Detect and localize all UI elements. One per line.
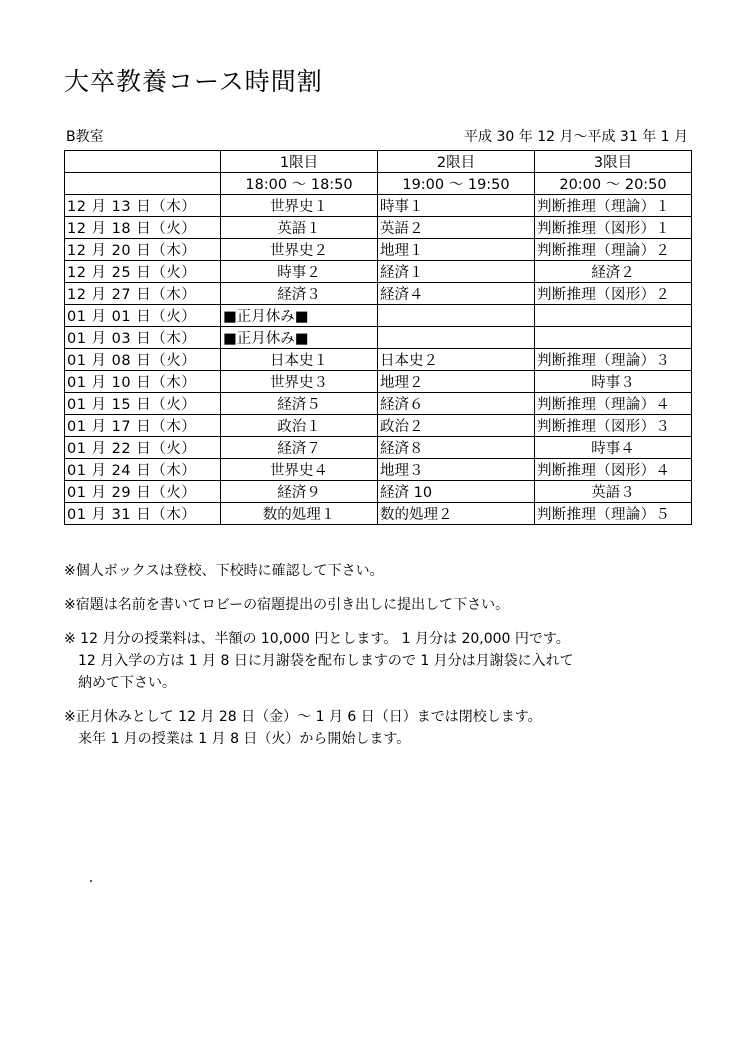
note-paragraph [64,594,574,616]
period-3-cell: 判断推理（理論）２ [535,239,692,261]
period-2-cell: 経済 10 [378,481,535,503]
note-line: ※宿題は名前を書いてロビーの宿題提出の引き出しに提出して下さい。 [64,597,510,613]
date-cell: 01 月 17 日（木） [65,415,221,437]
period-2-cell: 地理３ [378,459,535,481]
classroom-label: B教室 [66,129,104,145]
note-line: 12 月入学の方は 1 月 8 日に月謝袋を配布しますので 1 月分は月謝袋に入れて [78,653,574,669]
period-3-cell: 判断推理（理論）４ [535,393,692,415]
period-3-cell: 時事３ [535,371,692,393]
period-1-cell: 時事２ [221,261,378,283]
note-paragraph [64,560,574,582]
period-2-cell: 経済１ [378,261,535,283]
date-cell: 01 月 29 日（火） [65,481,221,503]
header-period-1: 1限目 [221,151,378,173]
table-row [65,283,692,305]
period-1-cell: ■正月休み■ [221,305,378,327]
date-cell: 01 月 03 日（木） [65,327,221,349]
table-row [65,217,692,239]
note-line: 納めて下さい。 [78,675,176,691]
period-1-cell: 政治１ [221,415,378,437]
date-cell: 01 月 31 日（木） [65,503,221,525]
period-2-cell: 経済４ [378,283,535,305]
period-1-cell: 経済３ [221,283,378,305]
date-cell: 01 月 15 日（火） [65,393,221,415]
period-3-cell: 判断推理（理論）５ [535,503,692,525]
date-cell: 12 月 20 日（木） [65,239,221,261]
period-3-cell: 判断推理（理論）３ [535,349,692,371]
header-period-3: 3限目 [535,151,692,173]
period-2-cell: 地理１ [378,239,535,261]
notes-section [64,560,574,762]
period-1-cell: 世界史１ [221,195,378,217]
date-cell: 12 月 13 日（木） [65,195,221,217]
header-row-times [65,173,692,195]
header-time-2: 19:00 ～ 19:50 [378,173,535,195]
period-2-cell: 数的処理２ [378,503,535,525]
table-row [65,481,692,503]
date-cell: 01 月 24 日（木） [65,459,221,481]
note-line: ※ 12 月分の授業料は、半額の 10,000 円とします。 1 月分は 20,000 円です。 [64,631,570,647]
period-2-cell: 日本史２ [378,349,535,371]
header-row-periods [65,151,692,173]
table-row [65,239,692,261]
note-paragraph [64,706,574,750]
table-row [65,305,692,327]
note-line: ※正月休みとして 12 月 28 日（金）～ 1 月 6 日（日）までは閉校します。 [64,709,542,725]
date-cell: 01 月 01 日（火） [65,305,221,327]
timetable [64,150,692,525]
period-1-cell: ■正月休み■ [221,327,378,349]
table-row [65,459,692,481]
term-label: 平成 30 年 12 月～平成 31 年 1 月 [464,129,688,145]
period-2-cell: 政治２ [378,415,535,437]
period-2-cell: 地理２ [378,371,535,393]
period-2-cell [378,305,535,327]
period-2-cell: 経済８ [378,437,535,459]
period-3-cell: 判断推理（図形）４ [535,459,692,481]
period-3-cell: 時事４ [535,437,692,459]
period-2-cell: 経済６ [378,393,535,415]
period-1-cell: 世界史４ [221,459,378,481]
header-period-2: 2限目 [378,151,535,173]
period-2-cell: 英語２ [378,217,535,239]
table-row [65,437,692,459]
note-line: 来年 1 月の授業は 1 月 8 日（火）から開始します。 [78,731,411,747]
header-blank [65,151,221,173]
table-row [65,327,692,349]
period-3-cell: 経済２ [535,261,692,283]
period-1-cell: 経済５ [221,393,378,415]
page-title: 大卒教養コース時間割 [64,67,323,96]
scan-speck [90,880,92,882]
date-cell: 12 月 18 日（火） [65,217,221,239]
period-3-cell [535,305,692,327]
table-row [65,503,692,525]
date-cell: 01 月 08 日（火） [65,349,221,371]
date-cell: 01 月 22 日（火） [65,437,221,459]
period-3-cell: 英語３ [535,481,692,503]
period-3-cell [535,327,692,349]
header-time-1: 18:00 ～ 18:50 [221,173,378,195]
date-cell: 12 月 27 日（木） [65,283,221,305]
period-3-cell: 判断推理（理論）１ [535,195,692,217]
period-1-cell: 日本史１ [221,349,378,371]
header-time-3: 20:00 ～ 20:50 [535,173,692,195]
note-paragraph [64,628,574,694]
period-1-cell: 経済７ [221,437,378,459]
period-1-cell: 英語１ [221,217,378,239]
note-line: ※個人ボックスは登校、下校時に確認して下さい。 [64,563,384,579]
table-row [65,195,692,217]
period-1-cell: 数的処理１ [221,503,378,525]
period-1-cell: 経済９ [221,481,378,503]
period-1-cell: 世界史３ [221,371,378,393]
table-row [65,371,692,393]
date-cell: 12 月 25 日（火） [65,261,221,283]
date-cell: 01 月 10 日（木） [65,371,221,393]
period-3-cell: 判断推理（図形）３ [535,415,692,437]
period-2-cell [378,327,535,349]
table-row [65,393,692,415]
table-row [65,261,692,283]
table-row [65,349,692,371]
header-blank [65,173,221,195]
table-row [65,415,692,437]
period-1-cell: 世界史２ [221,239,378,261]
period-2-cell: 時事１ [378,195,535,217]
period-3-cell: 判断推理（図形）２ [535,283,692,305]
period-3-cell: 判断推理（図形）１ [535,217,692,239]
